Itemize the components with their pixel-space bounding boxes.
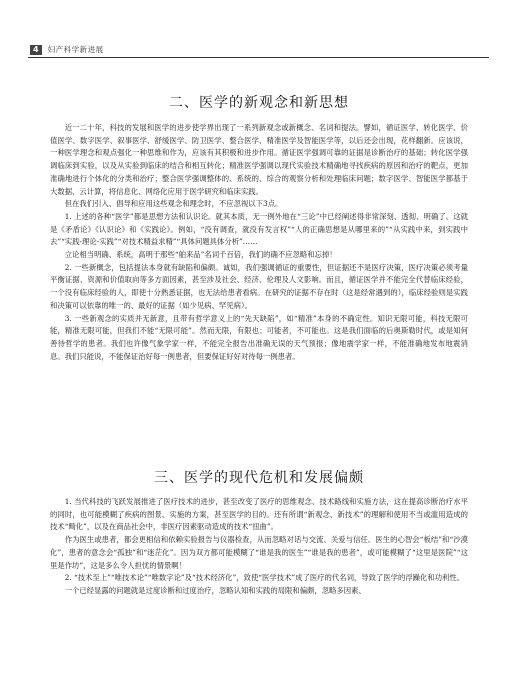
paragraph: 2. “技术至上”“唯技术论”“唯数字论”及“技术经济化”，致使“医学技术”成了医疗的代名词，导致了医学的浮躁化和功利性。	[64, 573, 465, 583]
paragraph: 立论相当明确、系统，高明于那些“舶来品”名词千百倍，我们的确不应忽略和忘掉！	[64, 250, 337, 260]
paragraph: 作为医生或患者，都会更相信和依赖实验报告与仪器检查，从而忽略对话与交流、关爱与信任。医生的心智会“板结”和“沙漠化”，患者的意念会“孤独”和“迷茫化”。因为双方都可能模糊了“谁是我的医生”“谁是我的患者”，或可能模糊了“这里是医院”“这里是作坊”，这是多么令人担忧的情景啊！	[50, 535, 468, 570]
paragraph: 一个已经显露的问题就是过度诊断和过度治疗，忽略认知和实践的局限和偏颇，忽略多因素、	[64, 585, 366, 595]
page-number: 4	[30, 45, 42, 55]
paragraph: 1. 上述的各种“医学”都是思想方法和认识论。就其本质，无一例外地在“三论”中已经阐述得非常深刻、透彻、明确了。这就是《矛盾论》《认识论》和《实践论》。例如，“没有调查，就没有发言权”“人的正确思想是从哪里来的”“从实践中来，到实践中去”“实践-理论-实践”“对技术精益求精”“具体问题具体分析”……	[50, 211, 468, 247]
paragraph: 3. 一些新观念的实质并无新意，且带有哲学意义上的“先天缺陷”，如“精准”本身的不确定性。知识无限可能，科技无限可能，精准无限可能，但我们不能“无限可能”。然而无限，有限也；可能者，不可能也。这是我们面临的后奥斯勒时代，或是知何善待哲学的患者。我们也许像气象学家一样，不能完全报告出准确无误的天气预报；像地震学家一样，不能准确地发布地震消息。我们只能说，不能保证治好每一例患者，但要保证好好对待每一例患者。	[50, 313, 468, 361]
section-3-body	[50, 496, 468, 598]
header-rule	[28, 57, 489, 58]
paragraph: 但在我们引入、倡导和应用这些观念和理念时，不应忽视以下3点。	[64, 199, 283, 209]
running-title: 妇产科学新进展	[47, 45, 104, 54]
paragraph: 2. 一些新概念，包括提法本身就有缺陷和偏颇。诚如，我们强调循证的重要性，但证据还不是医疗决策，医疗决策必须考量平衡证据、资源和价值取向等多方面因素，甚至涉及社会、经济、伦理及人文影响。而且，循证医学并不能完全代替临床经验，一个没有临床经验的人，即使十分熟悉证据，也无法给患者看病。在研究的证据不存在时（这是经常遇到的），临床经验则是实践和决策可以依靠的唯一的、最好的证据（如少见病、罕见病）。	[50, 262, 468, 310]
section-2-heading: 二、医学的新观念和新思想	[169, 95, 349, 111]
paragraph: 近一二十年，科技的发展和医学的进步使学界出现了一系列新观念或新概念、名词和提法。譬如，循证医学、转化医学、价值医学、数字医学、叙事医学、舒缓医学、防卫医学、整合医学、精准医学及智能医学等，以后还会出现，花样翻新。应该说，一种医学理念和观点强化一种思维和作为，应该有其积极和进步作用。循证医学强调可靠的证据是诊断治疗的基础；转化医学强调临床到实验，以及从实验到临床的结合和相互转化；精准医学强调以现代实验技术精确地寻找疾病的原因和治疗的靶点，更加准确地进行个体化的分类和治疗；整合医学强调整体的、系统的、综合的观察分析和处理临床问题；数字医学、智能医学都基于大数据、云计算，将信息化、网络化应用于医学研究和临床实践。	[50, 123, 468, 196]
section-3	[50, 467, 468, 487]
paragraph: 1. 当代科技的飞跃发展推进了医疗技术的进步，甚至改变了医疗的思维观念、技术路线和实施方法，这在提高诊断治疗水平的同时，也可能模糊了疾病的图景、实施的方案，甚至医学的目的。还有所谓“新观念、新技术”的理解和使用不当或滥用造成的技术“畸化”，以及在商品社会中，非医疗因素驱动造成的技术“扭曲”。	[50, 497, 468, 532]
section-2-body	[50, 122, 468, 363]
section-2	[50, 92, 468, 112]
section-3-heading: 三、医学的现代危机和发展偏颇	[154, 470, 364, 486]
running-header	[30, 44, 104, 55]
